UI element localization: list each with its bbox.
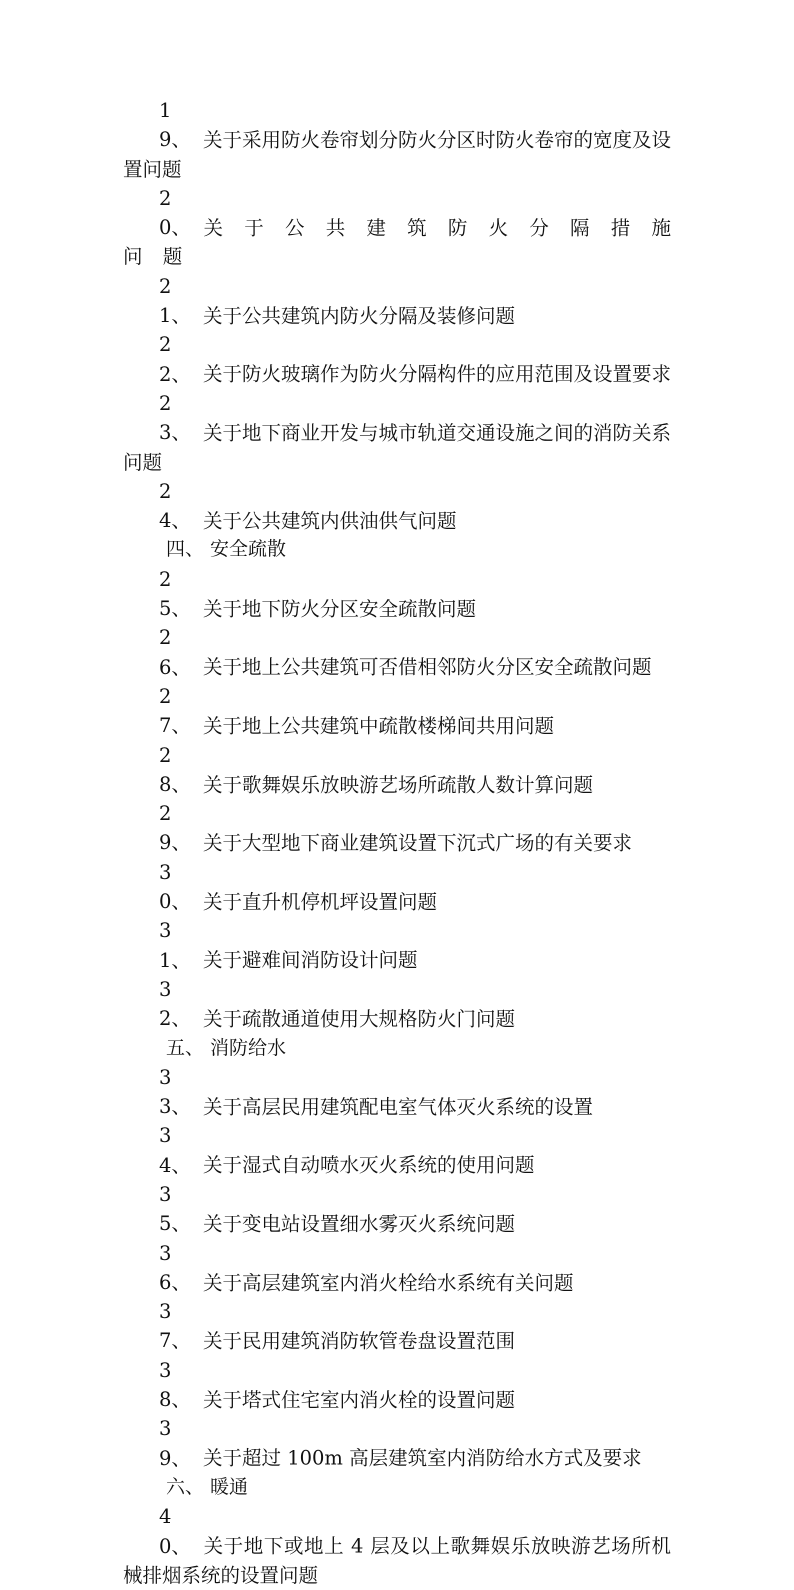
item-text: 关于塔式住宅室内消火栓的设置问题	[203, 1388, 516, 1412]
toc-item-22	[123, 330, 671, 389]
item-text: 关于避难间消防设计问题	[203, 948, 418, 972]
item-text: 关 于 公 共 建 筑 防 火 分 隔 措 施 问 题	[123, 216, 671, 269]
item-text: 关于湿式自动喷水灭火系统的使用问题	[203, 1153, 535, 1177]
toc-item-32	[123, 975, 671, 1034]
item-text: 关于变电站设置细水雾灭火系统问题	[203, 1212, 516, 1236]
toc-item-40	[123, 1502, 671, 1590]
item-text: 关于公共建筑内防火分隔及装修问题	[203, 304, 516, 328]
item-number: 40、	[159, 1505, 191, 1558]
item-text: 关于歌舞娱乐放映游艺场所疏散人数计算问题	[203, 772, 594, 796]
toc-item-25	[123, 565, 671, 624]
item-number: 39、	[159, 1417, 191, 1470]
section-heading-hvac: 六、 暖通	[166, 1475, 249, 1498]
item-number: 31、	[159, 919, 191, 972]
toc-item-31	[123, 916, 671, 975]
item-number: 19、	[159, 99, 191, 152]
toc-item-21	[123, 272, 671, 331]
toc-item-33	[123, 1063, 671, 1122]
toc-item-35	[123, 1180, 671, 1239]
toc-item-27	[123, 682, 671, 741]
item-text: 关于防火玻璃作为防火分隔构件的应用范围及设置要求	[203, 362, 672, 386]
item-text: 关于地下防火分区安全疏散问题	[203, 597, 477, 621]
toc-item-23	[123, 389, 671, 477]
item-number: 32、	[159, 977, 191, 1031]
item-number: 20、	[159, 186, 191, 240]
item-text: 关于疏散通道使用大规格防火门问题	[203, 1007, 516, 1031]
item-text: 关于公共建筑内供油供气问题	[203, 509, 457, 533]
toc-item-19	[123, 96, 671, 184]
item-number: 29、	[159, 802, 191, 855]
item-text: 关于直升机停机坪设置问题	[203, 890, 438, 914]
toc-item-28	[123, 741, 671, 800]
item-number: 38、	[159, 1358, 191, 1412]
toc-item-34	[123, 1121, 671, 1180]
item-number: 30、	[159, 860, 191, 914]
toc-item-30	[123, 858, 671, 917]
item-number: 37、	[159, 1300, 191, 1353]
toc-item-38	[123, 1356, 671, 1415]
toc-item-20	[123, 184, 671, 272]
item-number: 21、	[159, 274, 191, 328]
item-text: 关于民用建筑消防软管卷盘设置范围	[203, 1329, 516, 1353]
item-number: 33、	[159, 1065, 191, 1119]
toc-list	[123, 96, 671, 1590]
toc-item-37	[123, 1297, 671, 1356]
item-number: 25、	[159, 567, 191, 621]
item-text: 关于采用防火卷帘划分防火分区时防火卷帘的宽度及设置问题	[123, 128, 672, 181]
item-text: 关于大型地下商业建筑设置下沉式广场的有关要求	[203, 831, 633, 855]
item-text: 关于地下商业开发与城市轨道交通设施之间的消防关系问题	[123, 421, 672, 474]
toc-item-29	[123, 799, 671, 858]
item-number: 34、	[159, 1124, 191, 1177]
item-number: 23、	[159, 391, 191, 445]
item-number: 35、	[159, 1182, 191, 1236]
section-heading-fire-water-supply: 五、 消防给水	[166, 1036, 287, 1059]
item-text: 关于地下或地上 4 层及以上歌舞娱乐放映游艺场所机械排烟系统的设置问题	[123, 1534, 671, 1587]
item-text: 关于地上公共建筑可否借相邻防火分区安全疏散问题	[203, 655, 652, 679]
item-number: 22、	[159, 333, 191, 386]
item-number: 26、	[159, 626, 191, 679]
toc-item-36	[123, 1239, 671, 1298]
toc-item-26	[123, 623, 671, 682]
section-heading-safety-evacuation: 四、 安全疏散	[166, 538, 287, 561]
item-number: 27、	[159, 684, 191, 738]
toc-item-24	[123, 477, 671, 536]
toc-item-39	[123, 1414, 671, 1473]
item-number: 24、	[159, 479, 191, 533]
item-text: 关于高层民用建筑配电室气体灭火系统的设置	[203, 1095, 594, 1119]
item-text: 关于地上公共建筑中疏散楼梯间共用问题	[203, 714, 555, 738]
item-number: 28、	[159, 743, 191, 796]
item-number: 36、	[159, 1241, 191, 1294]
item-text: 关于超过 100m 高层建筑室内消防给水方式及要求	[203, 1446, 642, 1470]
item-text: 关于高层建筑室内消火栓给水系统有关问题	[203, 1270, 574, 1294]
